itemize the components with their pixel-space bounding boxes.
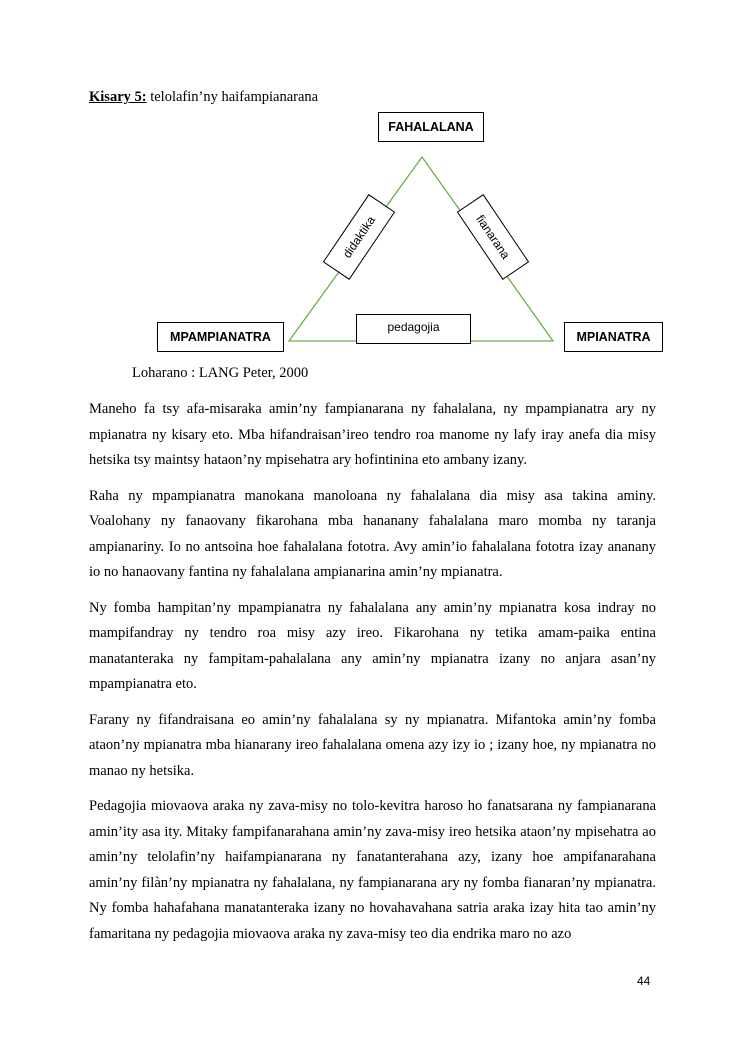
edge-label-didaktika: didaktika [323,194,395,280]
figure-title: telolafin’ny haifampianarana [146,89,319,105]
node-top-fahalalana: FAHALALANA [378,112,484,142]
paragraph: Farany ny fifandraisana eo amin’ny fahalalana sy ny mpianatra. Mifantoka amin’ny fomba ataon’ny mpianatra mba hianarany ireo fahalalana omena azy izy io ; izany hoe, ny mpianatra no manao ny hetsika. [89,711,656,779]
node-right-mpianatra: MPIANATRA [564,322,663,352]
figure-source: Loharano : LANG Peter, 2000 [132,365,309,381]
edge-label-pedagojia: pedagojia [356,314,471,344]
edge-label-fianarana: fianarana [457,194,529,280]
paragraph: Ny fomba hampitan’ny mpampianatra ny fahalalana any amin’ny mpianatra kosa indray no mampifandray ny tendro roa misy azy ireo. Fikarohana ny tetika amam-paika entina manatanteraka ny fampitam-pahalalana any amin’ny mpianatra izany no anjara asan’ny mpampianatra eto. [89,599,656,692]
triangle-lines [0,0,745,360]
paragraph: Raha ny mpampianatra manokana manoloana ny fahalalana dia misy asa takina aminy. Voalohany ny fanaovany fikarohana mba hananany fahalalana maro momba ny taranja ampianariny. Io no antsoina hoe fahalalana fototra. Avy amin’io fahalalana fototra izay ananany io no hanaovany fantina ny fahalalana ampianarina amin’ny mpianatra. [89,487,656,580]
didactic-triangle-diagram [0,0,745,360]
figure-label: Kisary 5: [89,89,147,105]
paragraph: Pedagojia miovaova araka ny zava-misy no tolo-kevitra haroso ho fanatsarana ny fampianarana amin’ity asa ity. Mitaky fampifanarahana amin’ny zava-misy ireo hetsika ataon’ny mpisehatra ao amin’ny telolafin’ny haifampianarana ny fanatanterahana azy, izany hoe ampifanarahana amin’ny filàn’ny mpianatra ny fahalalana, ny fampianarana ary ny fomba fianaran’ny mpianatra. Ny fomba hahafahana manatanteraka izany no hovahavahana satria araka izay hita tao amin’ny famaritana ny pedagojia miovaova araka ny zava-misy teo dia endrika maro no azo [89,798,656,942]
body-text [89,397,656,957]
page-number: 44 [637,974,651,988]
paragraph: Maneho fa tsy afa-misaraka amin’ny fampianarana ny fahalalana, ny mpampianatra ary ny mpianatra ny kisary eto. Mba hifandraisan’ireo tendro roa manome ny lafy iray anefa dia misy hetsika tsy maintsy hataon’ny mpisehatra ary hofintinina eto ambany izany. [89,401,656,468]
node-left-mpampianatra: MPAMPIANATRA [157,322,284,352]
